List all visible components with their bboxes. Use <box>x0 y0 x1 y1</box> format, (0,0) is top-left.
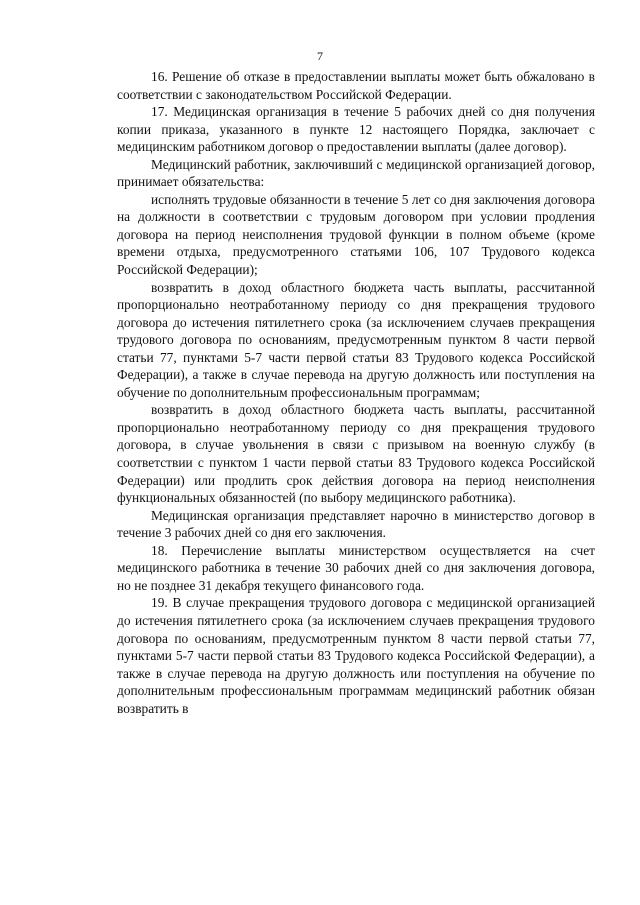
paragraph-obligation-return-1: возвратить в доход областного бюджета часть выплаты, рассчитанной пропорционально неотработанному периоду со дня прекращения трудового договора до истечения пятилетнего срока (за исключением случаев прекращения трудового договора по основаниям, предусмотренным пунктом 8 части первой статьи 77, пунктами 5-7 части первой статьи 83 Трудового кодекса Российской Федерации), а также в случае перевода на другую должность или поступления на обучение по дополнительным профессиональным программам; <box>117 279 595 400</box>
paragraph-19: 19. В случае прекращения трудового договора с медицинской организацией до истечения пятилетнего срока (за исключением случаев прекращения трудового договора по основаниям, предусмотренным пунктом 8 части первой статьи 77, пунктами 5-7 части первой статьи 83 Трудового кодекса Российской Федерации), а также в случае перевода на другую должность или поступления на обучение по дополнительным профессиональным программам медицинский работник обязан возвратить в <box>117 595 595 716</box>
document-body <box>117 68 595 717</box>
paragraph-obligation-return-2: возвратить в доход областного бюджета часть выплаты, рассчитанной пропорционально неотработанному периоду со дня прекращения трудового договора, в случае увольнения в связи с призывом на военную службу (в соответствии с пунктом 1 части первой статьи 83 Трудового кодекса Российской Федерации) или продлить срок действия договора на период неисполнения функциональных обязанностей (по выбору медицинского работника). <box>117 402 595 506</box>
paragraph-obligations-intro: Медицинский работник, заключивший с медицинской организацией договор, принимает обязательства: <box>117 156 595 190</box>
paragraph-16: 16. Решение об отказе в предоставлении выплаты может быть обжаловано в соответствии с законодательством Российской Федерации. <box>117 69 595 102</box>
paragraph-obligation-work: исполнять трудовые обязанности в течение 5 лет со дня заключения договора на должности в соответствии с трудовым договором при условии продления договора на период неисполнения трудовой функции в полном объеме (кроме времени отдыха, предусмотренного статьями 106, 107 Трудового кодекса Российской Федерации); <box>117 191 595 278</box>
page-number: 7 <box>317 49 323 63</box>
paragraph-17: 17. Медицинская организация в течение 5 рабочих дней со дня получения копии приказа, указанного в пункте 12 настоящего Порядка, заключает с медицинским работником договор о предоставлении выплаты (далее договор). <box>117 104 595 155</box>
paragraph-submission: Медицинская организация представляет нарочно в министерство договор в течение 3 рабочих дней со дня его заключения. <box>117 507 595 541</box>
paragraph-18: 18. Перечисление выплаты министерством осуществляется на счет медицинского работника в течение 30 рабочих дней со дня заключения договора, но не позднее 31 декабря текущего финансового года. <box>117 542 595 593</box>
